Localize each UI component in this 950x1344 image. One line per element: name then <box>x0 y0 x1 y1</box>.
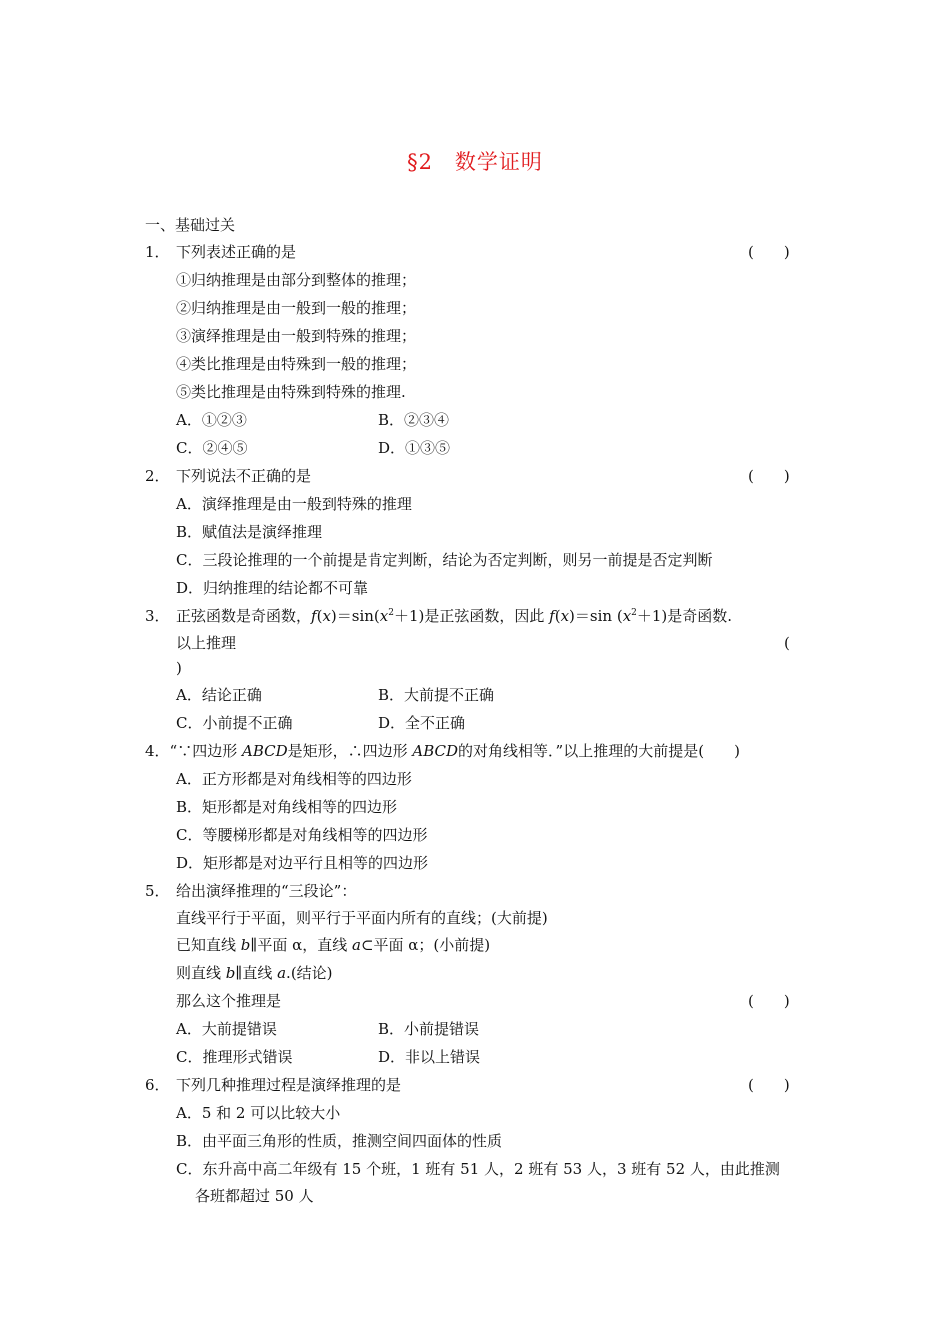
section-heading: 一、基础过关 <box>145 216 236 234</box>
question-2-stem: 下列说法不正确的是 <box>176 467 312 485</box>
question-2-option-a: A．演绎推理是由一般到特殊的推理 <box>176 495 412 513</box>
question-6-option-c: C．东升高中高二年级有 15 个班，1 班有 51 人，2 班有 53 人，3 班有 52 人，由此推测 <box>176 1160 780 1178</box>
question-2-option-c: C．三段论推理的一个前提是肯定判断，结论为否定判断，则另一前提是否定判断 <box>176 551 713 569</box>
question-1-option-d: D．①③⑤ <box>378 439 451 457</box>
question-4-option-d: D．矩形都是对边平行且相等的四边形 <box>176 854 429 872</box>
question-1-option-c: C．②④⑤ <box>176 439 248 457</box>
question-5-option-a: A．大前提错误 <box>176 1020 277 1038</box>
question-1-answer-blank: ( ) <box>748 243 790 261</box>
question-5-major-premise: 直线平行于平面，则平行于平面内所有的直线；(大前提) <box>176 909 548 927</box>
question-1-stem: 下列表述正确的是 <box>176 243 297 261</box>
question-1-item-5: ⑤类比推理是由特殊到特殊的推理. <box>176 383 406 401</box>
question-5-number: 5． <box>145 882 170 900</box>
question-3-stem-line-2: 以上推理 <box>176 634 237 652</box>
question-5-option-d: D．非以上错误 <box>378 1048 481 1066</box>
question-3-option-c: C．小前提不正确 <box>176 714 293 732</box>
question-6-option-b: B．由平面三角形的性质，推测空间四面体的性质 <box>176 1132 503 1150</box>
question-3-option-a: A．结论正确 <box>176 686 262 704</box>
question-3-option-d: D．全不正确 <box>378 714 466 732</box>
question-2-option-d: D．归纳推理的结论都不可靠 <box>176 579 369 597</box>
question-1-item-2: ②归纳推理是由一般到一般的推理； <box>176 299 417 317</box>
question-2-number: 2． <box>145 467 170 485</box>
question-5-minor-premise: 已知直线 b∥平面 α，直线 a⊂平面 α；(小前提) <box>176 936 491 954</box>
question-5-conclusion: 则直线 b∥直线 a.(结论) <box>176 964 333 982</box>
question-6-number: 6． <box>145 1076 170 1094</box>
question-4-option-b: B．矩形都是对角线相等的四边形 <box>176 798 398 816</box>
question-4-stem: 4．“∵四边形 ABCD是矩形，∴四边形 ABCD的对角线相等．”以上推理的大前提是( ) <box>145 742 740 760</box>
question-3-paren-close: ) <box>176 659 182 677</box>
question-2-option-b: B．赋值法是演绎推理 <box>176 523 323 541</box>
page-title: §2 数学证明 <box>407 150 543 174</box>
question-1-item-1: ①归纳推理是由部分到整体的推理； <box>176 271 417 289</box>
question-4-option-a: A．正方形都是对角线相等的四边形 <box>176 770 412 788</box>
question-5-stem: 给出演绎推理的“三段论”： <box>176 882 357 900</box>
question-3-option-b: B．大前提不正确 <box>378 686 495 704</box>
question-1-item-3: ③演绎推理是由一般到特殊的推理； <box>176 327 417 345</box>
question-4-option-c: C．等腰梯形都是对角线相等的四边形 <box>176 826 428 844</box>
question-5-option-c: C．推理形式错误 <box>176 1048 293 1066</box>
question-3-stem: 正弦函数是奇函数，$f(x)=\sin(x^2+1)$是正弦函数，因此 f(x)＝sin $(x^2+1)$是奇函数. <box>176 607 733 625</box>
question-1-item-4: ④类比推理是由特殊到一般的推理； <box>176 355 417 373</box>
question-6-option-c-continued: 各班都超过 50 人 <box>195 1187 314 1205</box>
question-5-ask: 那么这个推理是 <box>176 992 282 1010</box>
question-6-stem: 下列几种推理过程是演绎推理的是 <box>176 1076 402 1094</box>
question-6-option-a: A．5 和 2 可以比较大小 <box>176 1104 341 1122</box>
question-6-answer-blank: ( ) <box>748 1076 790 1094</box>
question-3-number: 3． <box>145 607 170 625</box>
question-3-paren-open: ( <box>784 634 790 652</box>
question-5-answer-blank: ( ) <box>748 992 790 1010</box>
question-1-option-a: A．①②③ <box>176 411 247 429</box>
question-5-option-b: B．小前提错误 <box>378 1020 480 1038</box>
question-1-option-b: B．②③④ <box>378 411 450 429</box>
question-1-number: 1． <box>145 243 170 261</box>
question-2-answer-blank: ( ) <box>748 467 790 485</box>
